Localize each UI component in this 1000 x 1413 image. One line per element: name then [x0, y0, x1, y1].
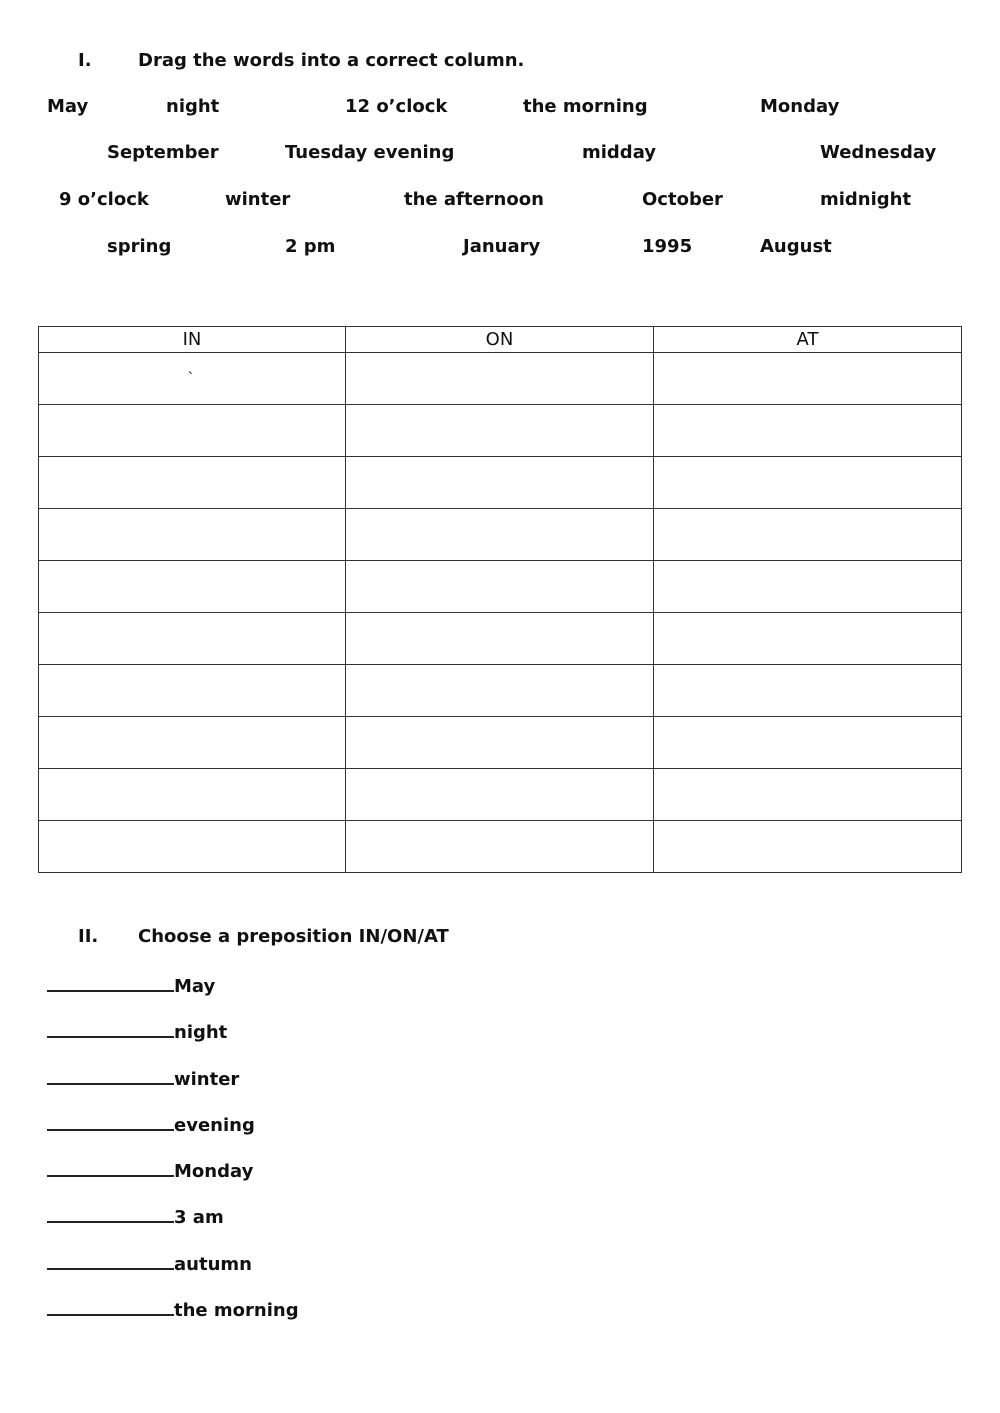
word-chip[interactable]: 12 o’clock: [345, 96, 448, 117]
word-chip[interactable]: midnight: [820, 189, 912, 210]
word-chip[interactable]: winter: [225, 189, 291, 210]
fill-item-word: May: [174, 976, 216, 997]
section-2-number: II.: [78, 926, 99, 947]
drop-cell-at[interactable]: [654, 821, 962, 873]
drop-cell-at[interactable]: [654, 509, 962, 561]
drop-cell-on[interactable]: [346, 717, 654, 769]
column-header-on: ON: [346, 327, 654, 353]
fill-item-word: winter: [174, 1069, 240, 1090]
word-chip[interactable]: 9 o’clock: [59, 189, 149, 210]
answer-blank[interactable]: [47, 1111, 174, 1131]
word-chip[interactable]: night: [166, 96, 220, 117]
word-chip[interactable]: May: [47, 96, 89, 117]
word-chip[interactable]: 2 pm: [285, 236, 336, 257]
drop-cell-in[interactable]: [39, 457, 346, 509]
word-chip[interactable]: Wednesday: [820, 142, 937, 163]
drop-cell-at[interactable]: [654, 717, 962, 769]
answer-blank[interactable]: [47, 1203, 174, 1223]
drop-cell-on[interactable]: [346, 353, 654, 405]
drop-cell-in[interactable]: [39, 717, 346, 769]
word-chip[interactable]: Tuesday evening: [285, 142, 455, 163]
drop-cell-in[interactable]: [39, 509, 346, 561]
drop-cell-at[interactable]: [654, 769, 962, 821]
section-1-number: I.: [78, 50, 92, 71]
column-header-in: IN: [39, 327, 346, 353]
word-chip[interactable]: October: [642, 189, 723, 210]
drop-cell-at[interactable]: [654, 613, 962, 665]
fill-item-word: evening: [174, 1115, 255, 1136]
fill-item: [47, 1203, 224, 1228]
word-chip[interactable]: September: [107, 142, 219, 163]
table-row: [39, 613, 962, 665]
table-row: [39, 353, 962, 405]
fill-item: [47, 1065, 239, 1090]
fill-item-word: Monday: [174, 1161, 254, 1182]
column-header-at: AT: [654, 327, 962, 353]
answer-blank[interactable]: [47, 1296, 174, 1316]
drop-cell-at[interactable]: [654, 405, 962, 457]
drop-cell-on[interactable]: [346, 509, 654, 561]
preposition-table: [38, 326, 962, 873]
word-chip[interactable]: the afternoon: [404, 189, 544, 210]
answer-blank[interactable]: [47, 1250, 174, 1270]
fill-item-word: night: [174, 1022, 228, 1043]
drop-cell-in[interactable]: [39, 405, 346, 457]
section-2-instruction: Choose a preposition IN/ON/AT: [138, 926, 449, 947]
table-row: [39, 457, 962, 509]
word-chip[interactable]: August: [760, 236, 832, 257]
answer-blank[interactable]: [47, 972, 174, 992]
drop-cell-on[interactable]: [346, 561, 654, 613]
drop-cell-on[interactable]: [346, 405, 654, 457]
table-row: [39, 509, 962, 561]
table-row: [39, 665, 962, 717]
drop-cell-on[interactable]: [346, 613, 654, 665]
drop-cell-at[interactable]: [654, 665, 962, 717]
table-row: [39, 769, 962, 821]
table-row: [39, 821, 962, 873]
word-chip[interactable]: January: [463, 236, 541, 257]
table-row: [39, 717, 962, 769]
fill-item: [47, 1018, 227, 1043]
drop-cell-at[interactable]: [654, 561, 962, 613]
word-chip[interactable]: Monday: [760, 96, 840, 117]
drop-cell-on[interactable]: [346, 769, 654, 821]
drop-cell-on[interactable]: [346, 821, 654, 873]
drop-cell-in[interactable]: [39, 665, 346, 717]
fill-item: [47, 1296, 299, 1321]
fill-item: [47, 1250, 252, 1275]
stray-mark: `: [187, 370, 195, 387]
table-row: [39, 561, 962, 613]
word-chip[interactable]: midday: [582, 142, 657, 163]
drop-cell-in[interactable]: [39, 561, 346, 613]
section-1-instruction: Drag the words into a correct column.: [138, 50, 525, 71]
fill-item-word: autumn: [174, 1254, 252, 1275]
word-chip[interactable]: the morning: [523, 96, 648, 117]
drop-cell-in[interactable]: [39, 613, 346, 665]
table-header-row: [39, 327, 962, 353]
drop-cell-at[interactable]: [654, 353, 962, 405]
drop-cell-in[interactable]: [39, 769, 346, 821]
drop-cell-in[interactable]: [39, 353, 346, 405]
drop-cell-at[interactable]: [654, 457, 962, 509]
drop-cell-on[interactable]: [346, 665, 654, 717]
drop-cell-on[interactable]: [346, 457, 654, 509]
drop-cell-in[interactable]: [39, 821, 346, 873]
fill-item: [47, 1157, 253, 1182]
word-chip[interactable]: 1995: [642, 236, 693, 257]
word-chip[interactable]: spring: [107, 236, 172, 257]
answer-blank[interactable]: [47, 1157, 174, 1177]
answer-blank[interactable]: [47, 1018, 174, 1038]
fill-item-word: 3 am: [174, 1207, 224, 1228]
fill-item-word: the morning: [174, 1300, 299, 1321]
answer-blank[interactable]: [47, 1065, 174, 1085]
table-row: [39, 405, 962, 457]
fill-item: [47, 972, 215, 997]
fill-item: [47, 1111, 255, 1136]
